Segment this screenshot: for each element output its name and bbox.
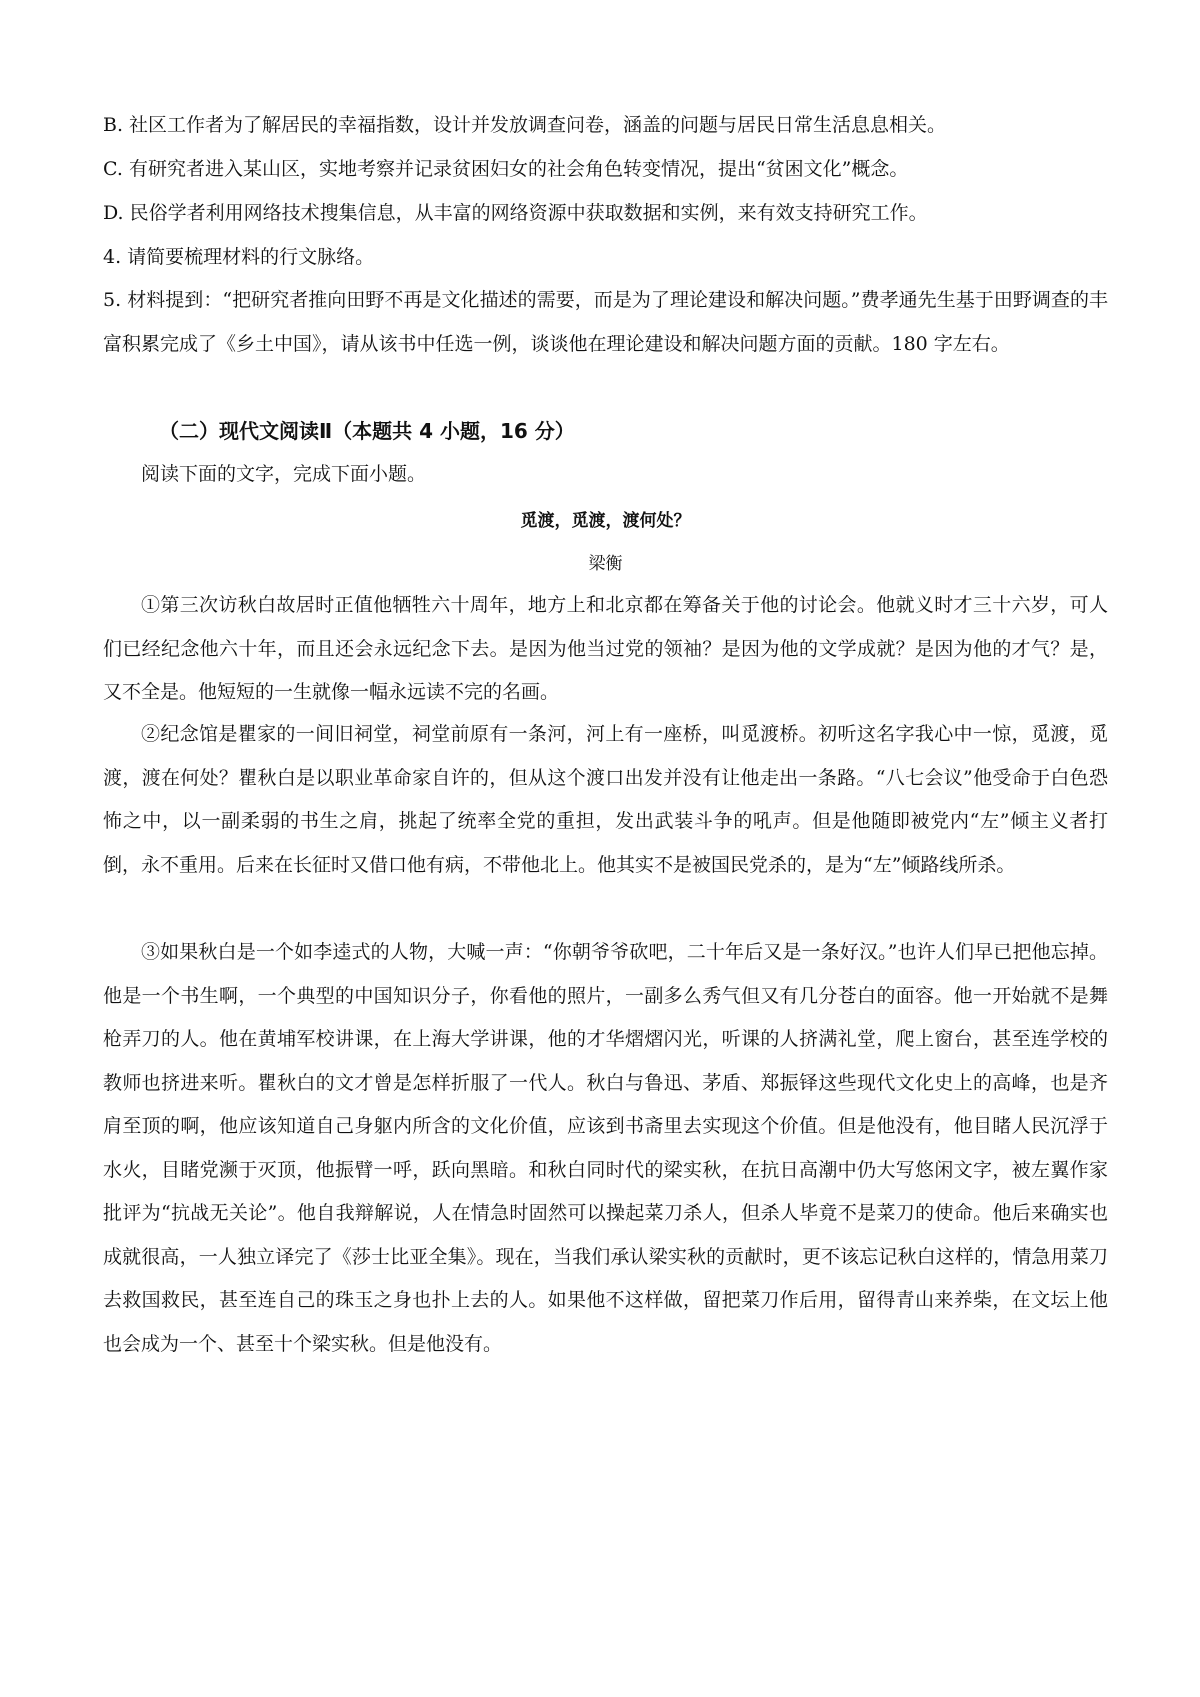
question-5: 5. 材料提到：“把研究者推向田野不再是文化描述的需要，而是为了理论建设和解决问题。”费孝通先生基于田野调查的丰富积累完成了《乡土中国》，请从该书中任选一例，谈谈他在理论建设和解决问题方面的贡献。180 字左右。 xyxy=(103,289,1108,355)
section-instruction: 阅读下面的文字，完成下面小题。 xyxy=(141,463,427,485)
article-author: 梁衡 xyxy=(588,554,623,574)
article-paragraph-3: ③如果秋白是一个如李逵式的人物，大喊一声：“你朝爷爷砍吧，二十年后又是一条好汉。”也许人们早已把他忘掉。他是一个书生啊，一个典型的中国知识分子，你看他的照片，一副多么秀气但又有几分苍白的面容。他一开始就不是舞枪弄刀的人。他在黄埔军校讲课，在上海大学讲课，他的才华熠熠闪光，听课的人挤满礼堂，爬上窗台，甚至连学校的教师也挤进来听。瞿秋白的文才曾是怎样折服了一代人。秋白与鲁迅、茅盾、郑振铎这些现代文化史上的高峰，也是齐肩至顶的啊，他应该知道自己身躯内所含的文化价值，应该到书斋里去实现这个价值。但是他没有，他目睹人民沉浮于水火，目睹党濒于灭顶，他振臂一呼，跃向黑暗。和秋白同时代的梁实秋，在抗日高潮中仍大写悠闲文字，被左翼作家批评为“抗战无关论”。他自我辩解说，人在情急时固然可以操起菜刀杀人，但杀人毕竟不是菜刀的使命。他后来确实也成就很高，一人独立译完了《莎士比亚全集》。现在，当我们承认梁实秋的贡献时，更不该忘记秋白这样的，情急用菜刀去救国救民，甚至连自己的珠玉之身也扑上去的人。如果他不这样做，留把菜刀作后用，留得青山来养柴，在文坛上他也会成为一个、甚至十个梁实秋。但是他没有。 xyxy=(103,941,1108,1355)
article-title: 觅渡，觅渡，渡何处？ xyxy=(520,511,691,531)
option-c: C. 有研究者进入某山区，实地考察并记录贫困妇女的社会角色转变情况，提出“贫困文化”概念。 xyxy=(103,158,909,180)
section-title: （二）现代文阅读Ⅱ（本题共 4 小题，16 分） xyxy=(159,419,575,443)
option-b: B. 社区工作者为了解居民的幸福指数，设计并发放调查问卷，涵盖的问题与居民日常生活息息相关。 xyxy=(103,114,947,136)
question-4: 4. 请简要梳理材料的行文脉络。 xyxy=(103,246,375,268)
article-paragraph-2: ②纪念馆是瞿家的一间旧祠堂，祠堂前原有一条河，河上有一座桥，叫觅渡桥。初听这名字我心中一惊，觅渡，觅渡，渡在何处？瞿秋白是以职业革命家自许的，但从这个渡口出发并没有让他走出一条路。“八七会议”他受命于白色恐怖之中，以一副柔弱的书生之肩，挑起了统率全党的重担，发出武装斗争的吼声。但是他随即被党内“左”倾主义者打倒，永不重用。后来在长征时又借口他有病，不带他北上。他其实不是被国民党杀的，是为“左”倾路线所杀。 xyxy=(103,723,1108,876)
option-d: D. 民俗学者利用网络技术搜集信息，从丰富的网络资源中获取数据和实例，来有效支持研究工作。 xyxy=(103,202,928,224)
article-paragraph-1: ①第三次访秋白故居时正值他牺牲六十周年，地方上和北京都在筹备关于他的讨论会。他就义时才三十六岁，可人们已经纪念他六十年，而且还会永远纪念下去。是因为他当过党的领袖？是因为他的文学成就？是因为他的才气？是，又不全是。他短短的一生就像一幅永远读不完的名画。 xyxy=(103,594,1108,703)
